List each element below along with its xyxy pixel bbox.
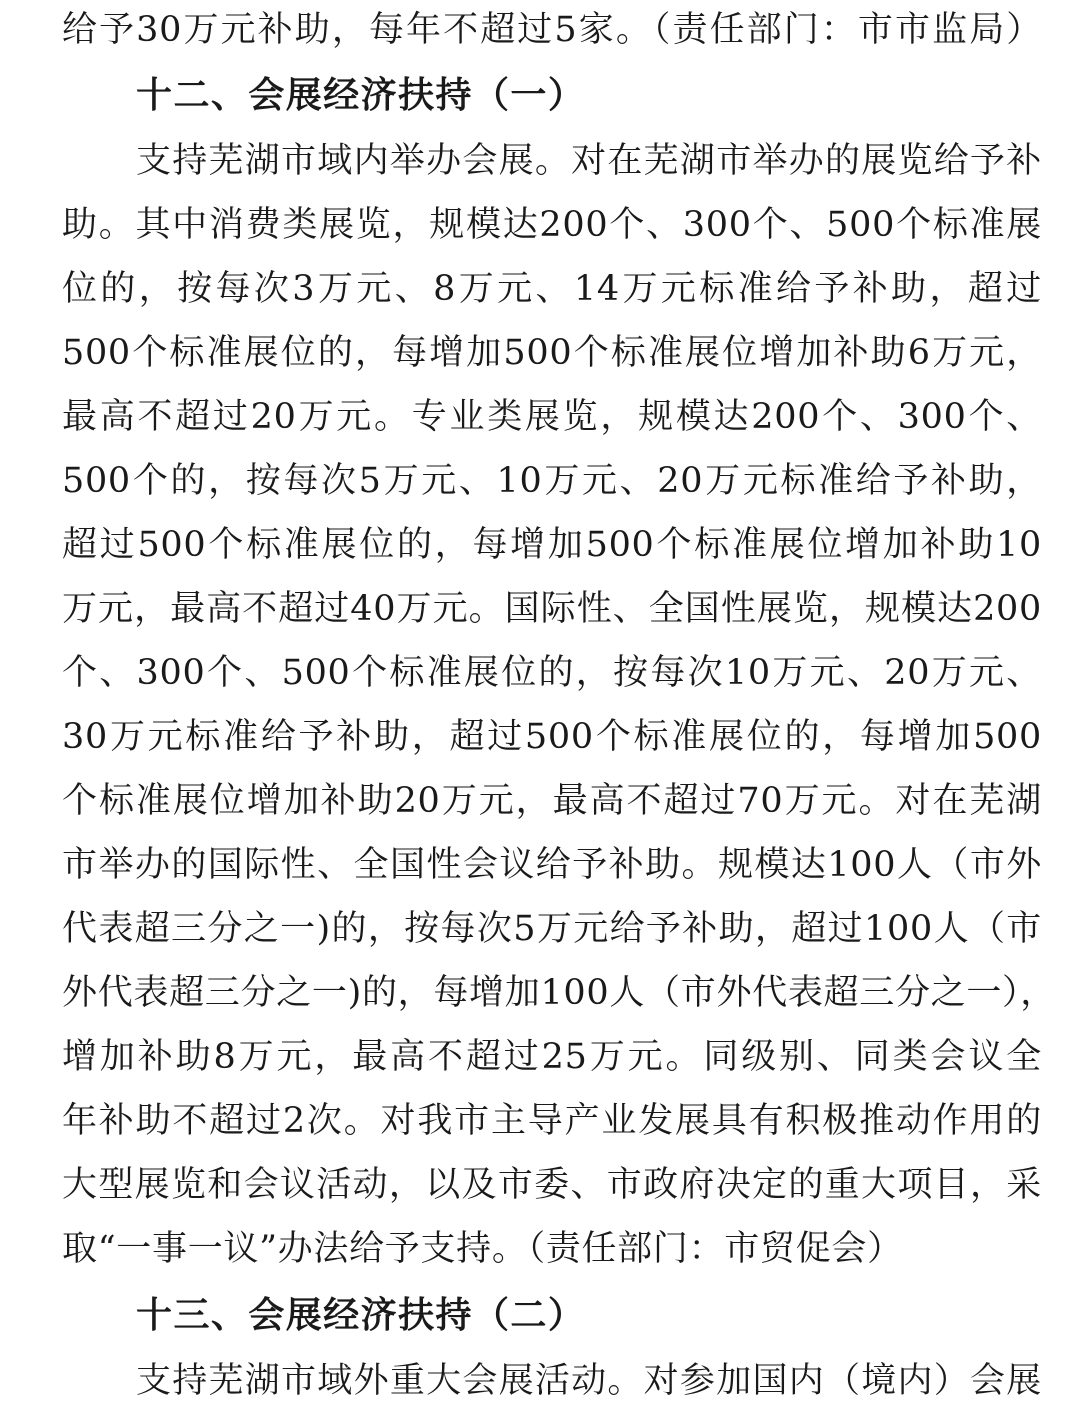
text-line-17: 增加补助8万元，最高不超过25万元。同级别、同类会议全 xyxy=(62,1037,1042,1077)
text-line-22: 支持芜湖市域外重大会展活动。对参加国内（境内）会展 xyxy=(136,1361,1042,1401)
text-line-10: 万元，最高不超过40万元。国际性、全国性展览，规模达200 xyxy=(62,589,1042,629)
text-line-7: 最高不超过20万元。专业类展览，规模达200个、300个、 xyxy=(62,397,1042,437)
text-line-19: 大型展览和会议活动，以及市委、市政府决定的重大项目，采 xyxy=(62,1165,1042,1205)
text-line-3: 支持芜湖市域内举办会展。对在芜湖市举办的展览给予补 xyxy=(136,141,1042,181)
text-line-12: 30万元标准给予补助，超过500个标准展位的，每增加500 xyxy=(62,717,1042,757)
text-line-16: 外代表超三分之一)的，每增加100人（市外代表超三分之一）， xyxy=(62,973,1056,1013)
text-line-9: 超过500个标准展位的，每增加500个标准展位增加补助10 xyxy=(62,525,1042,565)
text-line-5: 位的，按每次3万元、8万元、14万元标准给予补助，超过 xyxy=(62,269,1042,309)
text-line-13: 个标准展位增加补助20万元，最高不超过70万元。对在芜湖 xyxy=(62,781,1042,821)
section-heading-12: 十二、会展经济扶持（一） xyxy=(136,75,586,116)
text-line-6: 500个标准展位的，每增加500个标准展位增加补助6万元， xyxy=(62,333,1042,373)
text-line-18: 年补助不超过2次。对我市主导产业发展具有积极推动作用的 xyxy=(62,1101,1042,1141)
text-line-14: 市举办的国际性、全国性会议给予补助。规模达100人（市外 xyxy=(62,845,1042,885)
text-line-20: 取“一事一议”办法给予支持。（责任部门：市贸促会） xyxy=(62,1229,903,1269)
text-line-8: 500个的，按每次5万元、10万元、20万元标准给予补助， xyxy=(62,461,1042,501)
text-line-15: 代表超三分之一)的，按每次5万元给予补助，超过100人（市 xyxy=(62,909,1042,949)
text-line-11: 个、300个、500个标准展位的，按每次10万元、20万元、 xyxy=(62,653,1042,693)
text-line-1: 给予30万元补助，每年不超过5家。（责任部门：市市监局） xyxy=(62,10,1042,50)
text-line-4: 助。其中消费类展览，规模达200个、300个、500个标准展 xyxy=(62,205,1042,245)
section-heading-13: 十三、会展经济扶持（二） xyxy=(136,1295,586,1336)
